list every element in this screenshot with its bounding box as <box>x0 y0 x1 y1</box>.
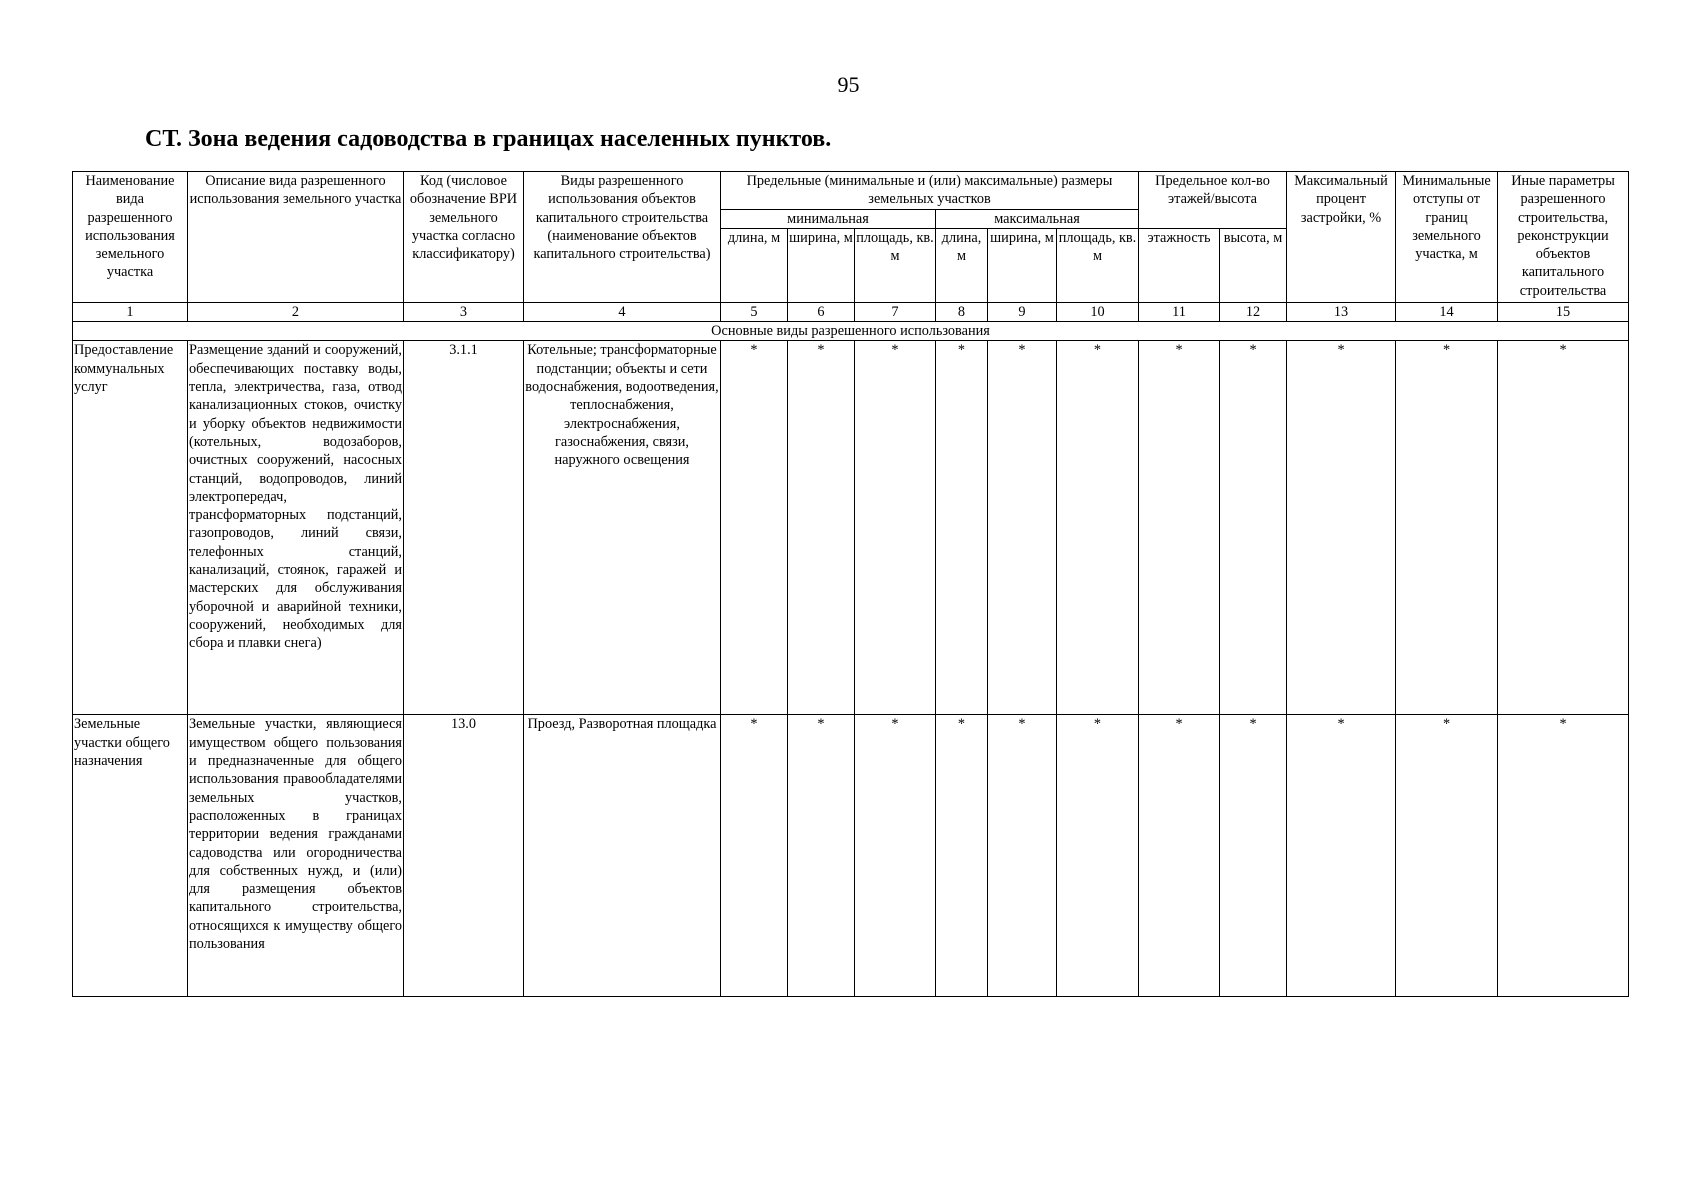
header-width-min: ширина, м <box>788 228 855 302</box>
row-value: * <box>788 341 855 715</box>
header-max-percent: Максимальный процент застройки, % <box>1287 172 1396 303</box>
table-row <box>73 341 1629 715</box>
regulations-table <box>72 171 1629 997</box>
table-row <box>73 715 1629 997</box>
header-minimal: минимальная <box>721 209 936 228</box>
column-number: 6 <box>788 302 855 321</box>
row-value: * <box>1220 715 1287 997</box>
column-number: 13 <box>1287 302 1396 321</box>
header-row-1 <box>73 172 1629 210</box>
row-value: * <box>988 715 1057 997</box>
row-value: * <box>1498 715 1629 997</box>
row-description: Размещение зданий и сооружений, обеспечивающих поставку воды, тепла, электричества, газа, отвод канализационных стоков, очистку и уборку объектов недвижимости (котельных, водозаборов, очистных сооружений, насосных станций, водопроводов, линий электропередач, трансформаторных подстанций, газопроводов, линий связи, телефонных станций, канализаций, стоянок, гаражей и мастерских для обслуживания уборочной и аварийной техники, сооружений, необходимых для сбора и плавки снега) <box>188 341 404 715</box>
header-width-max: ширина, м <box>988 228 1057 302</box>
column-number: 15 <box>1498 302 1629 321</box>
header-description: Описание вида разрешенного использования земельного участка <box>188 172 404 303</box>
column-number: 8 <box>936 302 988 321</box>
row-value: * <box>1287 715 1396 997</box>
header-area-max: площадь, кв. м <box>1057 228 1139 302</box>
column-number: 3 <box>404 302 524 321</box>
row-value: * <box>936 715 988 997</box>
row-value: * <box>1139 341 1220 715</box>
row-value: * <box>1396 715 1498 997</box>
header-length-max: длина, м <box>936 228 988 302</box>
row-value: * <box>1396 341 1498 715</box>
column-number: 7 <box>855 302 936 321</box>
column-numbers-row <box>73 302 1629 321</box>
row-code: 13.0 <box>404 715 524 997</box>
header-min-setback: Минимальные отступы от границ земельного участка, м <box>1396 172 1498 303</box>
header-objects: Виды разрешенного использования объектов капитального строительства (наименование объектов капитального строительства) <box>524 172 721 303</box>
row-value: * <box>1057 715 1139 997</box>
row-value: * <box>788 715 855 997</box>
column-number: 2 <box>188 302 404 321</box>
row-name: Предоставление коммунальных услуг <box>73 341 188 715</box>
header-floors-group: Предельное кол-во этажей/высота <box>1139 172 1287 229</box>
page-number: 95 <box>837 72 860 97</box>
column-number: 14 <box>1396 302 1498 321</box>
column-number: 9 <box>988 302 1057 321</box>
row-value: * <box>936 341 988 715</box>
row-value: * <box>1287 341 1396 715</box>
column-number: 1 <box>73 302 188 321</box>
column-number: 4 <box>524 302 721 321</box>
header-name: Наименование вида разрешенного использования земельного участка <box>73 172 188 303</box>
section-row <box>73 322 1629 341</box>
row-description: Земельные участки, являющиеся имуществом общего пользования и предназначенные для общего использования правообладателями земельных участков, расположенных в границах территории ведения гражданами садоводства или огородничества для собственных нужд, и (или) для размещения объектов капитального строительства, относящихся к имуществу общего пользования <box>188 715 404 997</box>
row-value: * <box>1057 341 1139 715</box>
header-other-params: Иные параметры разрешенного строительства, реконструкции объектов капитального строительства <box>1498 172 1629 303</box>
row-value: * <box>855 715 936 997</box>
column-number: 11 <box>1139 302 1220 321</box>
row-value: * <box>1498 341 1629 715</box>
row-value: * <box>855 341 936 715</box>
row-value: * <box>721 341 788 715</box>
header-height: высота, м <box>1220 228 1287 302</box>
column-number: 5 <box>721 302 788 321</box>
row-value: * <box>721 715 788 997</box>
row-code: 3.1.1 <box>404 341 524 715</box>
row-value: * <box>1139 715 1220 997</box>
header-plot-sizes: Предельные (минимальные и (или) максимальные) размеры земельных участков <box>721 172 1139 210</box>
row-value: * <box>1220 341 1287 715</box>
header-maximal: максимальная <box>936 209 1139 228</box>
row-value: * <box>988 341 1057 715</box>
section-title: Основные виды разрешенного использования <box>73 322 1629 341</box>
header-code: Код (числовое обозначение ВРИ земельного участка согласно классификатору) <box>404 172 524 303</box>
column-number: 12 <box>1220 302 1287 321</box>
page-title: СТ. Зона ведения садоводства в границах населенных пунктов. <box>145 126 832 152</box>
row-name: Земельные участки общего назначения <box>73 715 188 997</box>
column-number: 10 <box>1057 302 1139 321</box>
row-objects: Котельные; трансформаторные подстанции; объекты и сети водоснабжения, водоотведения, теплоснабжения, электроснабжения, газоснабжения, связи, наружного освещения <box>524 341 721 715</box>
row-objects: Проезд, Разворотная площадка <box>524 715 721 997</box>
header-area-min: площадь, кв. м <box>855 228 936 302</box>
header-length-min: длина, м <box>721 228 788 302</box>
header-floors: этажность <box>1139 228 1220 302</box>
